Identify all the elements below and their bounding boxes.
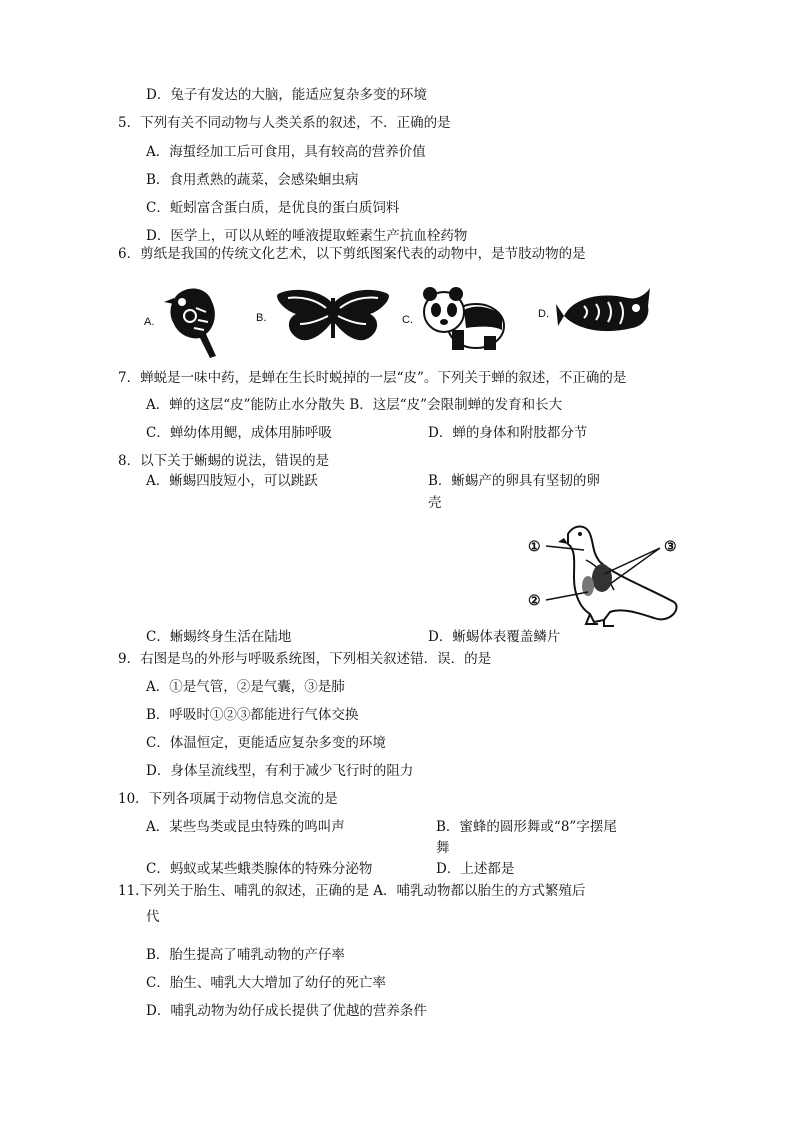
q10-option-b-cont: 舞 [436,840,450,856]
bird-label-2: ② [528,593,541,609]
papercut-panda-icon [418,286,508,352]
papercut-d-label: D. [538,308,549,320]
papercut-bird-icon [160,284,230,364]
q8-option-b: B．蜥蜴产的卵具有坚韧的卵 [428,473,600,489]
q10-option-c: C．蚂蚁或某些蛾类腺体的特殊分泌物 [146,861,373,877]
papercut-c-label: C. [402,314,413,326]
q9-option-a: A．①是气管，②是气囊，③是肺 [146,679,345,695]
bird-respiratory-figure [524,520,696,630]
q10-stem: 10．下列各项属于动物信息交流的是 [118,791,338,807]
q5-option-d: D．医学上，可以从蛭的唾液提取蛭素生产抗血栓药物 [146,228,468,244]
q9-option-d: D．身体呈流线型，有利于减少飞行时的阻力 [146,763,414,779]
q10-option-b: B．蜜蜂的圆形舞或“8”字摆尾 [436,819,617,835]
q5-option-a: A．海蜇经加工后可食用，具有较高的营养价值 [146,144,426,160]
q5-option-b: B．食用煮熟的蔬菜，会感染蛔虫病 [146,172,359,188]
papercut-butterfly-icon [272,288,394,346]
q4-option-d: D．兔子有发达的大脑，能适应复杂多变的环境 [146,87,427,103]
q5-option-c: C．蚯蚓富含蛋白质，是优良的蛋白质饲料 [146,200,400,216]
q11-option-c: C．胎生、哺乳大大增加了幼仔的死亡率 [146,975,386,991]
papercut-b-label: B. [256,312,267,324]
q8-option-a: A．蜥蜴四肢短小，可以跳跃 [146,473,318,489]
q8-option-d: D．蜥蜴体表覆盖鳞片 [428,629,561,645]
q5-stem: 5．下列有关不同动物与人类关系的叙述，不．正确的是 [118,115,451,131]
q11-stem: 11.下列关于胎生、哺乳的叙述，正确的是 A．哺乳动物都以胎生的方式繁殖后 [118,883,586,899]
q11-option-b: B．胎生提高了哺乳动物的产仔率 [146,947,345,963]
q9-option-b: B．呼吸时①②③都能进行气体交换 [146,707,359,723]
papercut-fish-icon [554,286,654,334]
q11-option-d: D．哺乳动物为幼仔成长提供了优越的营养条件 [146,1003,427,1019]
q8-option-b-cont: 壳 [428,495,442,511]
q8-option-c: C．蜥蜴终身生活在陆地 [146,629,292,645]
q7-option-c: C．蝉幼体用鳃，成体用肺呼吸 [146,425,332,441]
q8-stem: 8．以下关于蜥蜴的说法，错误的是 [118,453,330,469]
bird-label-3: ③ [664,539,677,555]
q11-stem-cont: 代 [146,909,160,925]
bird-label-1: ① [528,539,541,555]
q10-option-d: D．上述都是 [436,861,515,877]
q9-stem: 9．右图是鸟的外形与呼吸系统图，下列相关叙述错．误．的是 [118,651,492,667]
q7-option-d: D．蝉的身体和附肢都分节 [428,425,588,441]
q10-option-a: A．某些鸟类或昆虫特殊的鸣叫声 [146,819,345,835]
q9-option-c: C．体温恒定，更能适应复杂多变的环境 [146,735,386,751]
q6-stem: 6．剪纸是我国的传统文化艺术，以下剪纸图案代表的动物中，是节肢动物的是 [118,246,586,262]
q7-option-ab: A．蝉的这层“皮”能防止水分散失 B．这层“皮”会限制蝉的发育和长大 [146,397,563,413]
q7-stem: 7．蝉蜕是一味中药，是蝉在生长时蜕掉的一层“皮”。下列关于蝉的叙述，不正确的是 [118,370,627,386]
papercut-a-label: A. [144,316,155,328]
